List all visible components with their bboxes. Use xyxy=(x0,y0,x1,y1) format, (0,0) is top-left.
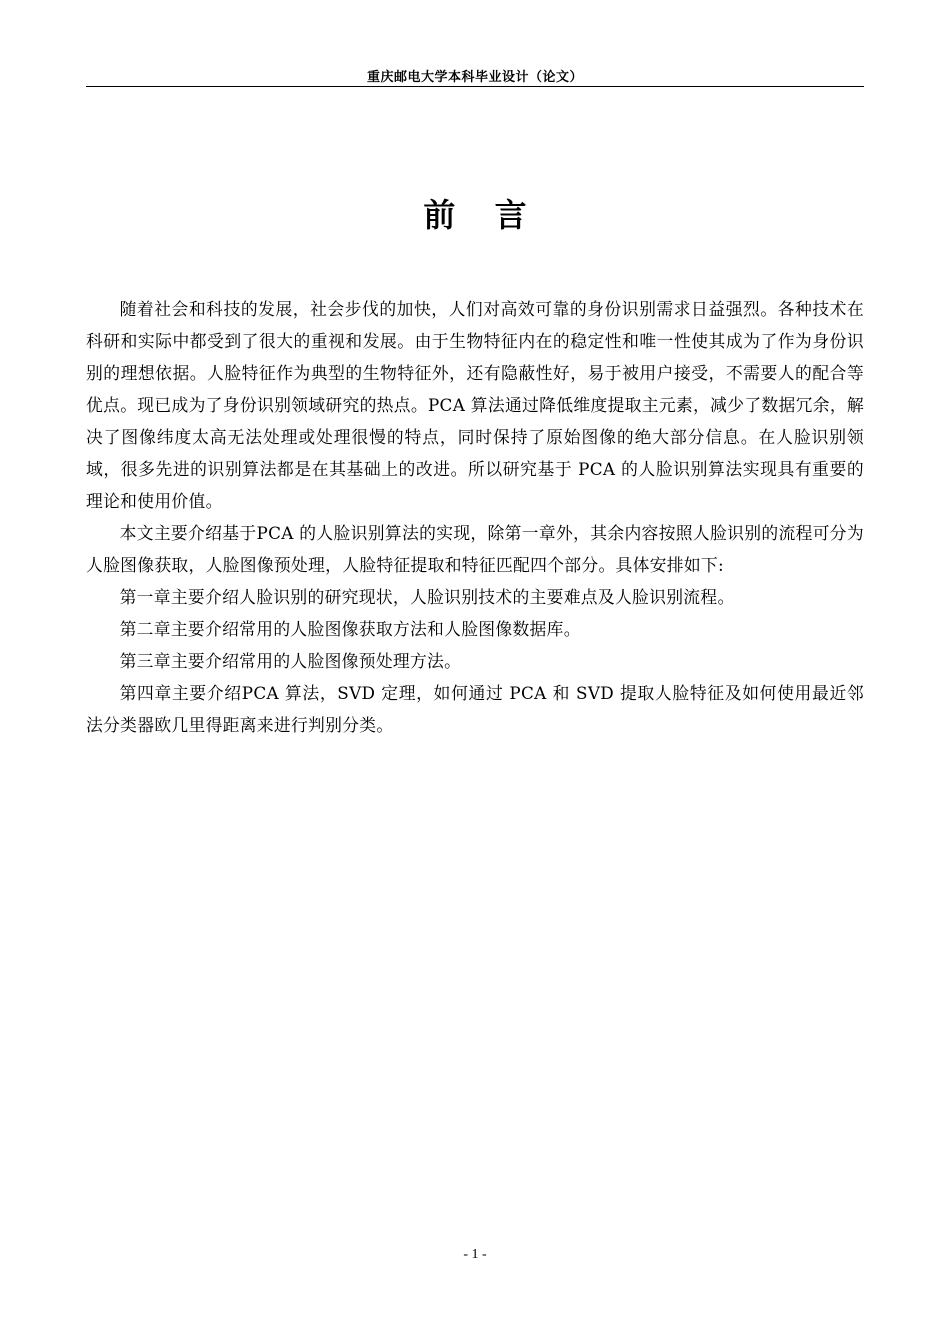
chapter-1-summary: 第一章主要介绍人脸识别的研究现状，人脸识别技术的主要难点及人脸识别流程。 xyxy=(119,587,735,607)
chapter-4-summary: 第四章主要介绍PCA 算法，SVD 定理，如何通过 PCA 和 SVD 提取人脸特征及如何使用最近邻法分类器欧几里得距离来进行判别分类。 xyxy=(86,683,864,735)
header-rule xyxy=(86,86,864,87)
structure-paragraph: 本文主要介绍基于PCA 的人脸识别算法的实现，除第一章外，其余内容按照人脸识别的流程可分为人脸图像获取，人脸图像预处理，人脸特征提取和特征匹配四个部分。具体安排如下: xyxy=(86,523,864,575)
intro-paragraph: 随着社会和科技的发展，社会步伐的加快，人们对高效可靠的身份识别需求日益强烈。各种技术在科研和实际中都受到了很大的重视和发展。由于生物特征内在的稳定性和唯一性使其成为了作为身份识别的理想依据。人脸特征作为典型的生物特征外，还有隐蔽性好，易于被用户接受，不需要人的配合等优点。现已成为了身份识别领域研究的热点。PCA 算法通过降低维度提取主元素，减少了数据冗余，解决了图像纬度太高无法处理或处理很慢的特点，同时保持了原始图像的绝大部分信息。在人脸识别领域，很多先进的识别算法都是在其基础上的改进。所以研究基于 PCA 的人脸识别算法实现具有重要的理论和使用价值。 xyxy=(86,299,864,511)
running-header: 重庆邮电大学本科毕业设计（论文） xyxy=(366,70,583,85)
chapter-3-summary: 第三章主要介绍常用的人脸图像预处理方法。 xyxy=(119,651,462,671)
page-number: - 1 - xyxy=(463,1247,487,1262)
body-text xyxy=(86,293,864,741)
chapter-2-summary: 第二章主要介绍常用的人脸图像获取方法和人脸图像数据库。 xyxy=(119,619,581,639)
page-title: 前 言 xyxy=(423,196,541,234)
